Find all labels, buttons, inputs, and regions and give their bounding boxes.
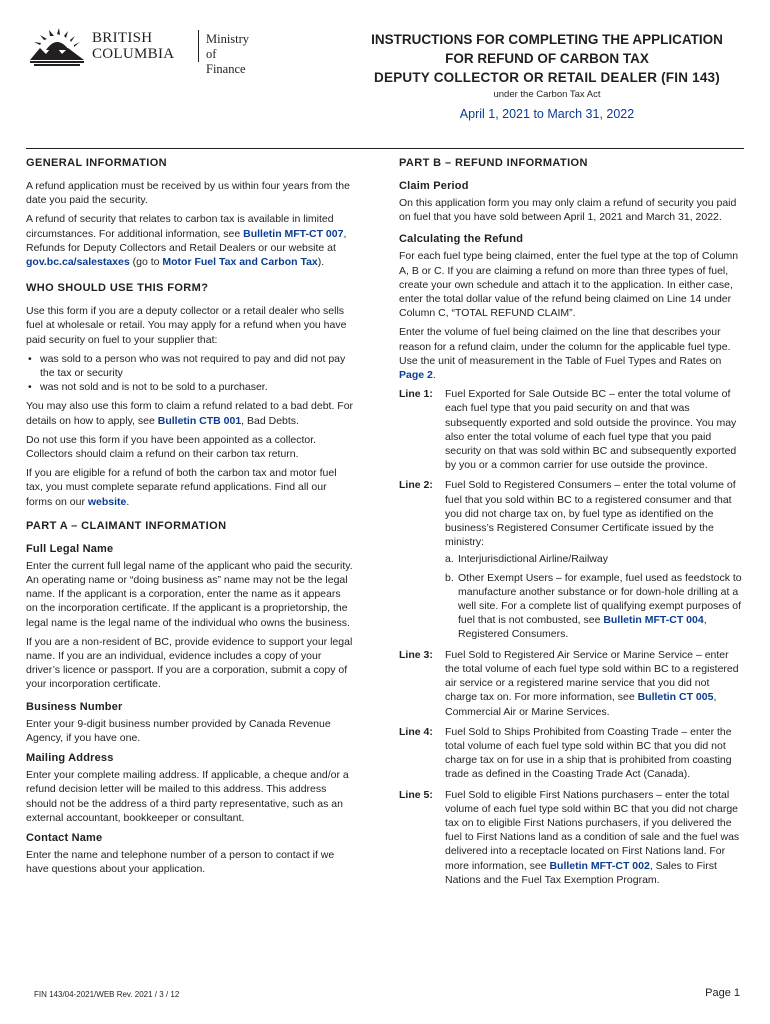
calculating-refund-heading: Calculating the Refund xyxy=(399,233,524,246)
subtitle: under the Carbon Tax Act xyxy=(493,89,601,100)
left-column xyxy=(26,156,354,881)
general-p1: A refund application must be received by us within four years from the date you paid the security. xyxy=(26,180,350,207)
line-1-item xyxy=(399,387,744,472)
title-line-2: FOR REFUND OF CARBON TAX xyxy=(445,51,649,66)
ministry-name xyxy=(206,32,249,77)
logo-line-columbia: COLUMBIA xyxy=(92,46,175,62)
line-label: Line 5: xyxy=(399,788,433,801)
bc-wordmark xyxy=(92,30,174,62)
legal-name-p2: If you are a non-resident of BC, provide evidence to support your legal name. If you are an individual, evidence includes a copy of your driver’s licence or passport. If you are a corporation, submit a copy of your incorporation certificate. xyxy=(26,635,353,691)
sub-item-letter: b. xyxy=(445,571,454,584)
full-legal-name-heading: Full Legal Name xyxy=(26,542,114,555)
who-bullet-list xyxy=(26,352,354,395)
salestaxes-website-link[interactable]: gov.bc.ca/salestaxes xyxy=(26,256,130,269)
list-item: • was sold to a person who was not required to pay and did not pay the tax or security xyxy=(26,352,354,380)
who-p2: You may also use this form to claim a refund related to a bad debt. For details on how to apply, see Bulletin CTB 001, Bad Debts. xyxy=(26,400,354,427)
bulletin-mft-ct-004-link[interactable]: Bulletin MFT-CT 004 xyxy=(603,614,704,627)
title-line-1: INSTRUCTIONS FOR COMPLETING THE APPLICATION xyxy=(371,32,723,47)
calc-p1: For each fuel type being claimed, enter the fuel type at the top of Column A, B or C. If you are claiming a refund on more than three types of fuel, create your own schedule and attach it to the application. In either case, enter the total dollar value of the refund being claimed on Line 14 under Column C, “TOTAL REFUND CLAIM”. xyxy=(399,250,739,320)
sub-item-text: Interjurisdictional Airline/Railway xyxy=(458,553,608,566)
line-text: Fuel Sold to eligible First Nations purchasers – enter the total volume of each fuel type sold within BC that you did not charge tax on to eligible First Nations purchasers, if you delivered the fuel to First Nations land as a condition of sale and the fuel was delivered into a receptacle located on First Nations land. For more information, see Bulletin MFT-CT 002, Sales to First Nations and the Fuel Tax Exemption Program. xyxy=(445,788,740,886)
line-2a-item xyxy=(445,552,744,566)
claim-period-heading: Claim Period xyxy=(399,180,469,192)
line-2b-item xyxy=(445,571,744,642)
general-information-heading: GENERAL INFORMATION xyxy=(26,157,168,169)
mailing-address-heading: Mailing Address xyxy=(26,752,114,765)
who-p1: Use this form if you are a deputy collector or a retail dealer who sells fuel at wholesale or retail. You may apply for a refund when you have paid security on fuel to your supplier that: xyxy=(26,305,347,346)
line-5-item xyxy=(399,788,744,887)
who-p3: Do not use this form if you have been appointed as a collector. Collectors should claim a refund on their carbon tax return. xyxy=(26,433,317,461)
line-label: Line 2: xyxy=(399,479,433,492)
business-number-p: Enter your 9-digit business number provided by Canada Revenue Agency, if you have one. xyxy=(26,717,331,744)
part-a-heading: PART A – CLAIMANT INFORMATION xyxy=(26,519,227,532)
line-label: Line 4: xyxy=(399,725,433,738)
bulletin-ct-005-link[interactable]: Bulletin CT 005 xyxy=(637,691,714,704)
line-label: Line 3: xyxy=(399,648,433,661)
line-text: Fuel Exported for Sale Outside BC – enter the total volume of each fuel type that you paid security on and that was subsequently exported and sold outside the province. You may also enter the total volume of each fuel type that you paid security on that was sold within BC and subsequently exported by you or a common carrier for use outside the province. xyxy=(445,388,737,472)
contact-name-heading: Contact Name xyxy=(26,831,103,844)
line-text: Fuel Sold to Registered Consumers – enter the total volume of fuel that you sold within BC to a registered consumer and that you did not charge tax on, by fuel type as identified on the business’s Registered Consumer Certificate issued by the ministry: xyxy=(445,479,736,549)
sub-item-letter: a. xyxy=(445,553,454,566)
motor-fuel-tax-link[interactable]: Motor Fuel Tax and Carbon Tax xyxy=(162,256,318,269)
form-id-footer: FIN 143/04-2021/WEB Rev. 2021 / 3 / 12 xyxy=(34,990,180,999)
claim-period-dates: April 1, 2021 to March 31, 2022 xyxy=(459,107,635,121)
bc-government-logo xyxy=(26,24,250,76)
page-number: Page 1 xyxy=(705,987,740,999)
part-b-heading: PART B – REFUND INFORMATION xyxy=(399,157,588,169)
document-title-block xyxy=(352,30,742,123)
right-column xyxy=(399,156,744,893)
legal-name-p1: Enter the current full legal name of the applicant who paid the security. An operating name or “doing business as” name may not be the legal name. If the applicant is a corporation, enter the name as it appears on the incorporation certificate. If the applicant is a proprietorship, the legal name is the legal name of the individual who owns the business. xyxy=(26,559,353,629)
mailing-address-p: Enter your complete mailing address. If applicable, a cheque and/or a refund decision letter will be mailed to this address. This address should not be the address of a third party representative, such as an external accountant, bookkeeper or consultant. xyxy=(26,769,349,824)
line-2-item xyxy=(399,478,744,549)
title-line-3: DEPUTY COLLECTOR OR RETAIL DEALER (FIN 143) xyxy=(374,70,720,85)
line-4-item xyxy=(399,725,744,782)
contact-name-p: Enter the name and telephone number of a person to contact if we have questions about your application. xyxy=(26,848,335,876)
ministry-line-2: Finance xyxy=(206,62,246,76)
calc-p2: Enter the volume of fuel being claimed on the line that describes your reason for a refund claim, under the column for the applicable fuel type. Use the unit of measurement in the Table of Fuel Types and Rates on Page 2. xyxy=(399,326,731,382)
list-item: • was not sold and is not to be sold to a purchaser. xyxy=(26,380,354,394)
business-number-heading: Business Number xyxy=(26,700,123,713)
logo-divider xyxy=(198,30,199,62)
bc-sun-mountain-icon xyxy=(26,28,88,68)
logo-line-british: BRITISH xyxy=(92,30,153,46)
sub-item-text: Other Exempt Users – for example, fuel used as feedstock to manufacture another substance or for down-hole drilling at a well site. For a complete list of qualifying exempt purposes of fuel that is not combusted, see Bulletin MFT-CT 004, Registered Consumers. xyxy=(458,571,742,641)
page-2-link[interactable]: Page 2 xyxy=(399,369,433,382)
line-text: Fuel Sold to Ships Prohibited from Coasting Trade – enter the total volume of each fuel type sold within BC that you did not charge tax on for use in a ship that is prohibited from coasting trade as defined in the Coasting Trade Act (Canada). xyxy=(445,725,732,781)
general-p2: A refund of security that relates to carbon tax is available in limited circumstances. For additional information, see Bulletin MFT-CT 007, Refunds for Deputy Collectors and Retail Dealers or our website at gov.bc.ca/salestaxes (go to Motor Fuel Tax and Carbon Tax). xyxy=(26,213,347,269)
line-label: Line 1: xyxy=(399,388,433,401)
forms-website-link[interactable]: website xyxy=(87,495,127,508)
line-3-item xyxy=(399,648,744,719)
who-p4: If you are eligible for a refund of both the carbon tax and motor fuel tax, you must complete separate refund applications. Find all our forms on our website. xyxy=(26,467,337,508)
bulletin-mft-ct-007-link[interactable]: Bulletin MFT-CT 007 xyxy=(243,227,344,240)
ministry-line-1: Ministry of xyxy=(206,32,250,61)
line-text: Fuel Sold to Registered Air Service or Marine Service – enter the total volume of each fuel type sold within BC to a registered air service or a registered marine service that you did not charge tax on. For more information, see Bulletin CT 005, Commercial Air or Marine Services. xyxy=(445,648,739,718)
bulletin-mft-ct-002-link[interactable]: Bulletin MFT-CT 002 xyxy=(549,859,650,872)
header-rule xyxy=(26,148,744,149)
who-should-use-heading: WHO SHOULD USE THIS FORM? xyxy=(26,282,209,295)
claim-period-p: On this application form you may only claim a refund of security you paid on fuel that you have sold between April 1, 2021 and March 31, 2022. xyxy=(399,197,737,224)
bulletin-ctb-001-link[interactable]: Bulletin CTB 001 xyxy=(157,414,242,427)
